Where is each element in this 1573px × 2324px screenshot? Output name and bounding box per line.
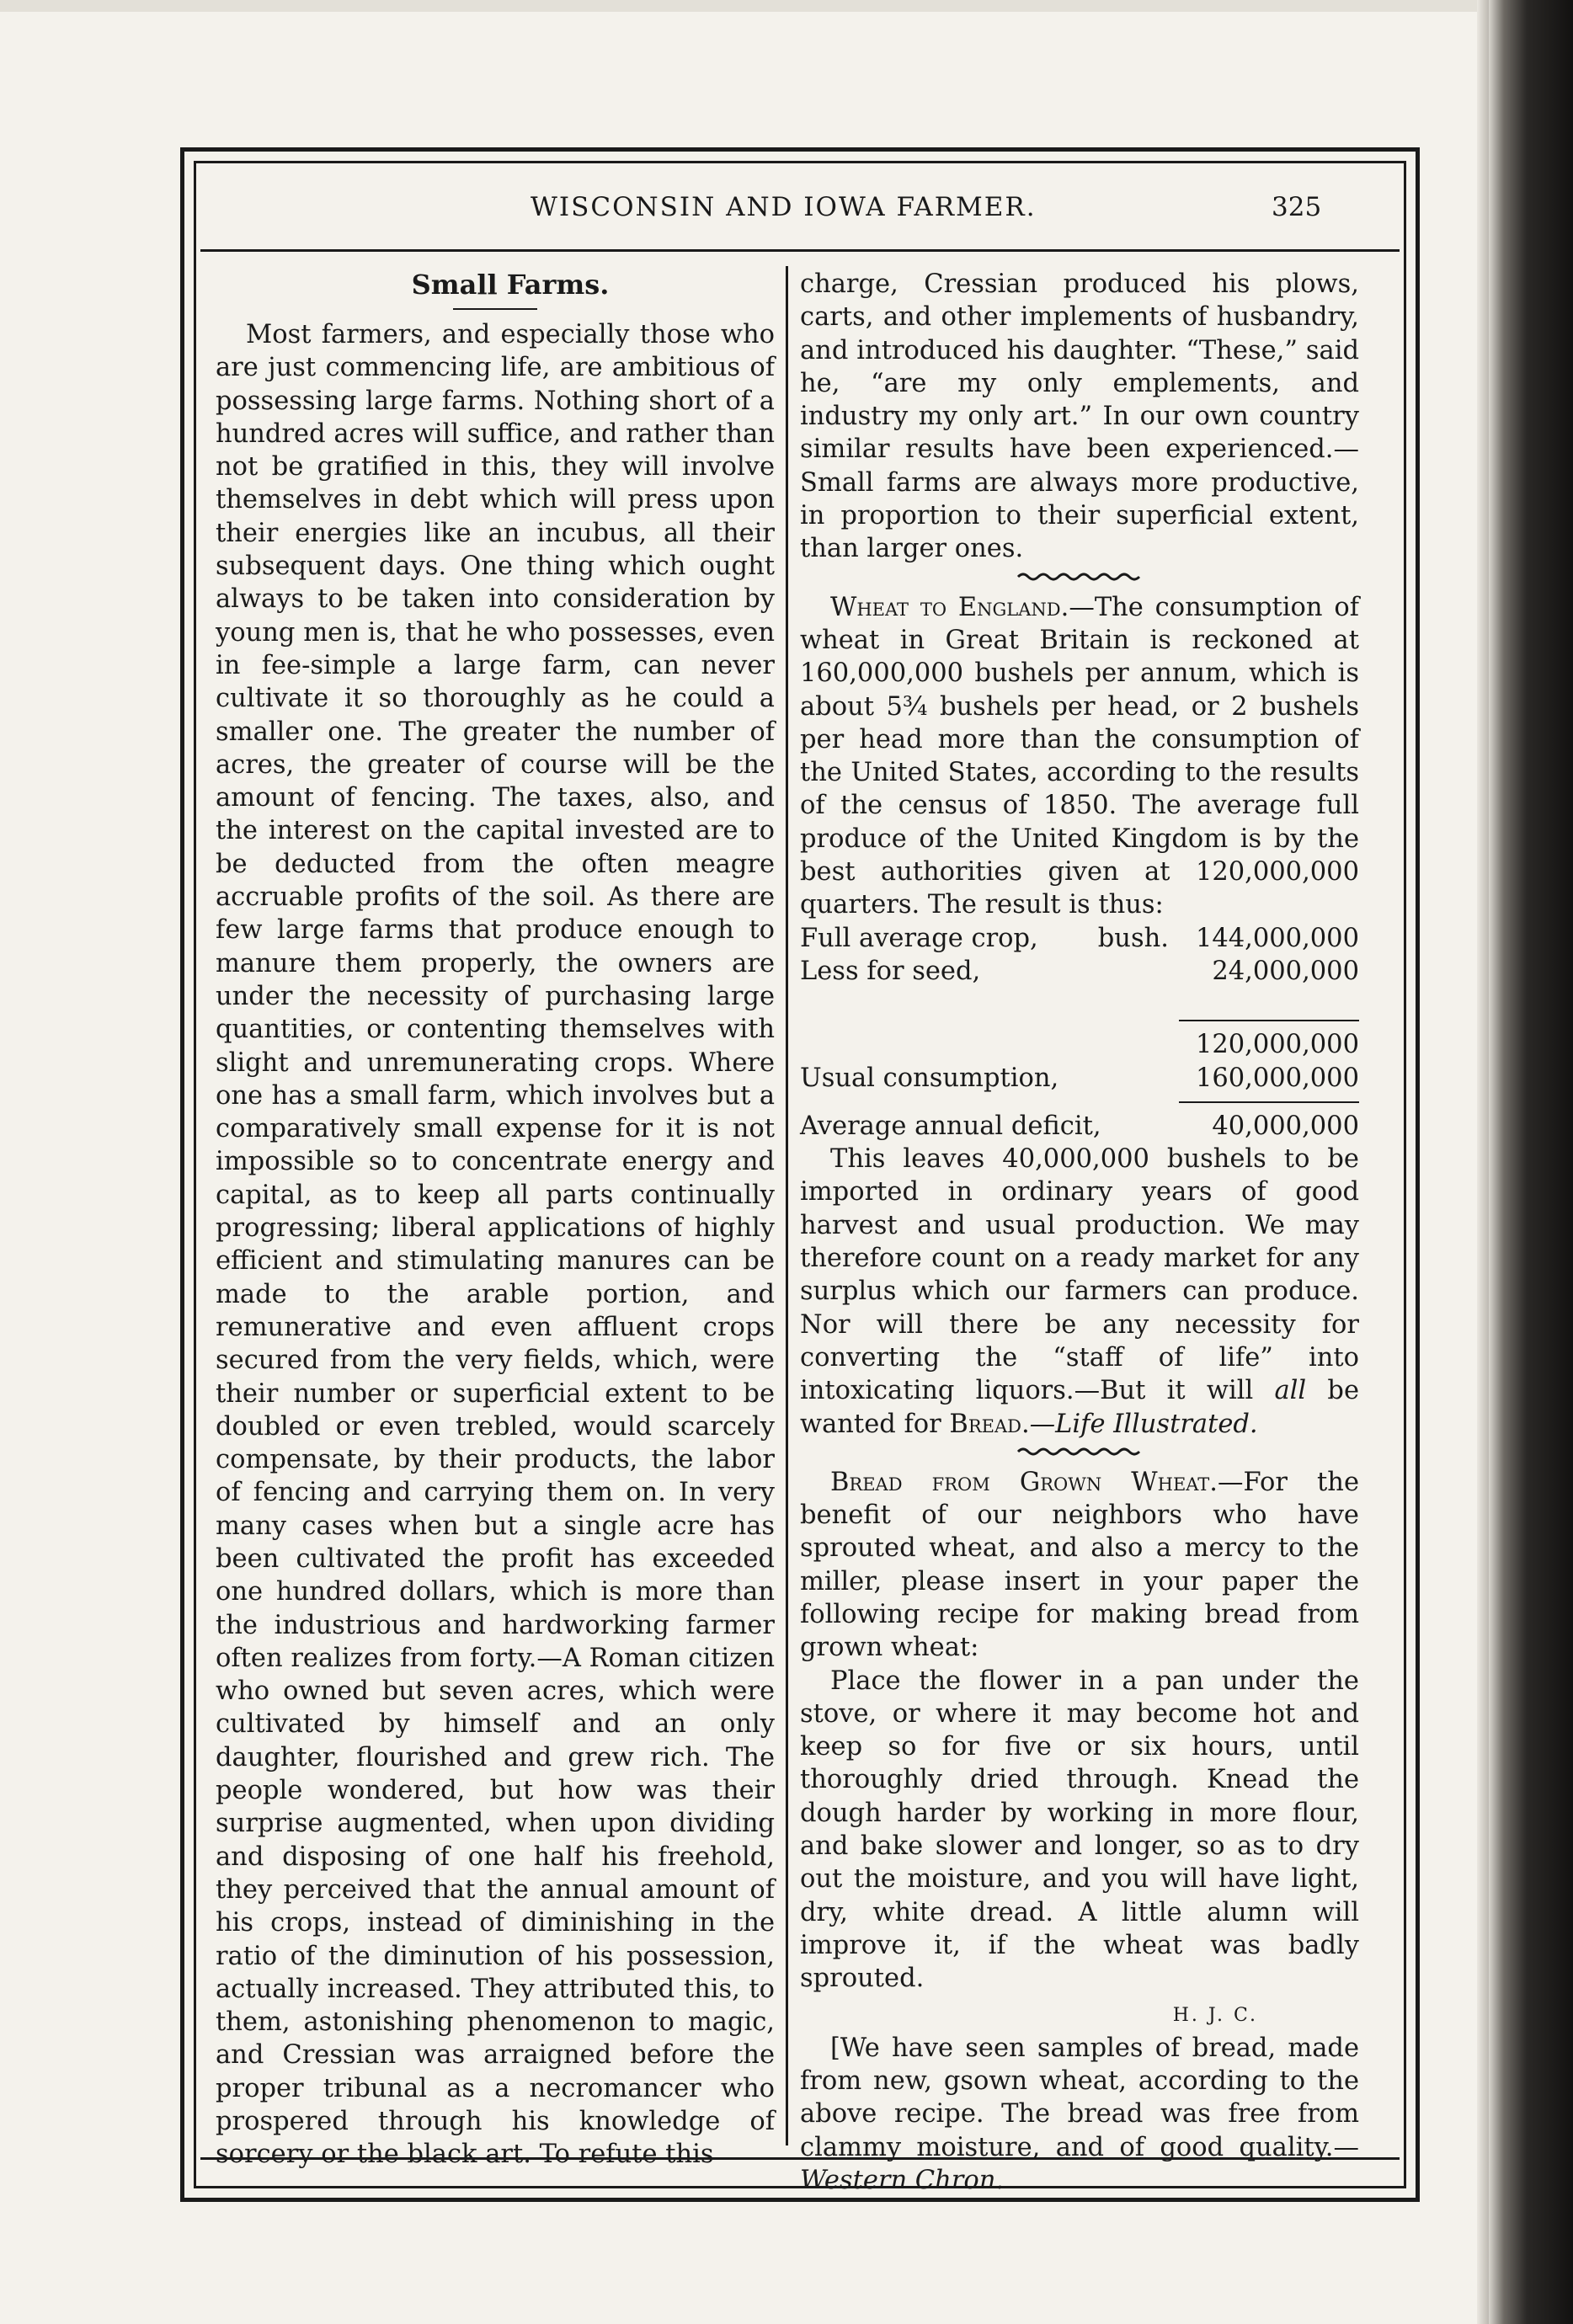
wheat-conclusion-text: This leaves 40,000,000 bushels to be imported in ordinary years of good harvest and usual production. We may therefore count on a ready market for any surplus which our farmers can produce. Nor will there be any necessity for converting the “staff of life” into intoxicating liquors.—But it will: [800, 1144, 1359, 1406]
table-row-deficit: [800, 1110, 1359, 1143]
book-binding: [1489, 0, 1573, 2324]
table-sum-rule: [1179, 1020, 1359, 1021]
bread-recipe: Place the flower in a pan under the stove, or where it may become hot and keep so for five or six hours, until thoroughly dried through. Knead the dough harder by working in more flour, and bake slower and longer, so as to dry out the moisture, and you will have light, dry, white dread. A little alumn will improve it, if the wheat was badly sprouted.: [800, 1666, 1359, 1994]
table-diff-rule: [1179, 1101, 1359, 1103]
table-label: Less for seed,: [800, 956, 981, 986]
wheat-conclusion-text-2: be wanted for: [800, 1376, 1359, 1439]
table-label-empty: [800, 1028, 1196, 1061]
source-life-illustrated: —Life Illustrated.: [1029, 1409, 1258, 1439]
wheat-to-england-heading: Wheat to England.: [830, 592, 1069, 622]
bread-intro-paragraph: [800, 1466, 1359, 1665]
table-row-full-crop: [800, 922, 1359, 955]
editor-note-paragraph: [800, 2032, 1359, 2197]
running-head: WISCONSIN AND IOWA FARMER.: [531, 192, 1037, 222]
signature: H. J. C.: [1172, 2004, 1258, 2026]
table-label: Average annual deficit,: [800, 1111, 1101, 1141]
left-column: [216, 268, 775, 2172]
section-divider-ornament: [1016, 1446, 1143, 1458]
table-row-seed: [800, 955, 1359, 988]
wheat-to-england-paragraph: [800, 591, 1359, 922]
column-divider: [786, 266, 788, 2145]
wheat-to-england-text: —The consumption of wheat in Great Britain is reckoned at 160,000,000 bushels per annum, which is about 5¾ bushels per head, or 2 bushels per head more than the consumption of the United States, according to the results of the census of 1850. The average full produce of the United Kingdom is by the best authorities given at 120,000,000 quarters. The result is thus:: [800, 592, 1359, 920]
wheat-conclusion-paragraph: [800, 1143, 1359, 1441]
page-edge-shadow: [1477, 0, 1489, 2324]
right-column: [800, 268, 1359, 2197]
table-value: 40,000,000: [1212, 1111, 1359, 1141]
table-value: 144,000,000: [1195, 923, 1359, 953]
small-farms-continuation: charge, Cressian produced his plows, carts, and other implements of husbandry, and introduced his daughter. “These,” said he, “are my only emplements, and industry my only art.” In our own country similar results have been experienced.—Small farms are always more productive, in proportion to their superficial extent, than larger ones.: [800, 269, 1359, 564]
page-top-edge: [0, 0, 1489, 12]
table-row-subtotal: [800, 1028, 1359, 1061]
table-row-consumption: [800, 1062, 1359, 1095]
table-unit: bush.: [1097, 923, 1169, 953]
header-rule: [200, 249, 1400, 252]
title-rule: [453, 308, 537, 310]
bread-word: Bread.: [949, 1409, 1030, 1439]
editor-note-text: [We have seen samples of bread, made from new, gsown wheat, according to the above recipe. The bread was free from clammy moisture, and of good quality.—: [800, 2033, 1359, 2162]
bread-intro-text: —For the benefit of our neighbors who have sprouted wheat, and also a mercy to the miller, please insert in your paper the following recipe for making bread from grown wheat:: [800, 1467, 1359, 1663]
small-farms-body: Most farmers, and especially those who are just commencing life, are ambitious of possessing large farms. Nothing short of a hundred acres will suffice, and rather than not be gratified in this, they will involve themselves in debt which will press upon their energies like an incubus, all their subsequent days. One thing which ought always to be taken into consideration by young men is, that he who possesses, even in fee-simple a large farm, can never cultivate it so thoroughly as he could a smaller one. The greater the number of acres, the greater of course will be the amount of fencing. The taxes, also, and the interest on the capital invested are to be deducted from the often meagre accruable profits of the soil. As there are few large farms that produce enough to manure them properly, the owners are under the necessity of purchasing large quantities, or contenting themselves with slight and unremunerating crops. Where one has a small farm, which involves but a comparatively small expense for it is not impossible so to concentrate energy and capital, as to keep all parts continually progressing; liberal applications of highly efficient and stimulating manures can be made to the arable portion, and remunerative and even affluent crops secured from the very fields, which, were their number or superficial extent to be doubled or even trebled, would scarcely compensate, by their products, the labor of fencing and carrying them on. In very many cases when but a single acre has been cultivated the profit has exceeded one hundred dollars, which is more than the industrious and hardworking farmer often realizes from forty.—A Roman citizen who owned but seven acres, which were cultivated by himself and an only daughter, flourished and grew rich. The people wondered, but how was their surprise augmented, when upon dividing and disposing of one half his freehold, they perceived that the annual amount of his crops, instead of diminishing in the ratio of the diminution of his possession, actually increased. They attributed this, to them, astonishing phenomenon to magic, and Cressian was arraigned before the proper tribunal as a necromancer who prospered through his knowledge of sorcery or the black art. To refute this: [216, 320, 775, 2170]
table-spacer: [800, 988, 1359, 1013]
section-divider-ornament: [1016, 571, 1143, 583]
bread-heading: Bread from Grown Wheat.: [830, 1467, 1218, 1497]
table-subtotal: 120,000,000: [1195, 1030, 1359, 1060]
table-label: Usual consumption,: [800, 1063, 1059, 1093]
table-label: Full average crop,: [800, 923, 1038, 953]
emphasis-all: all: [1274, 1376, 1307, 1406]
table-value: 24,000,000: [1212, 956, 1359, 986]
article-title-small-farms: Small Farms.: [411, 269, 610, 301]
source-western-chron: Western Chron.: [800, 2166, 1005, 2196]
table-value: 160,000,000: [1195, 1063, 1359, 1093]
page-number: 325: [1272, 192, 1322, 222]
